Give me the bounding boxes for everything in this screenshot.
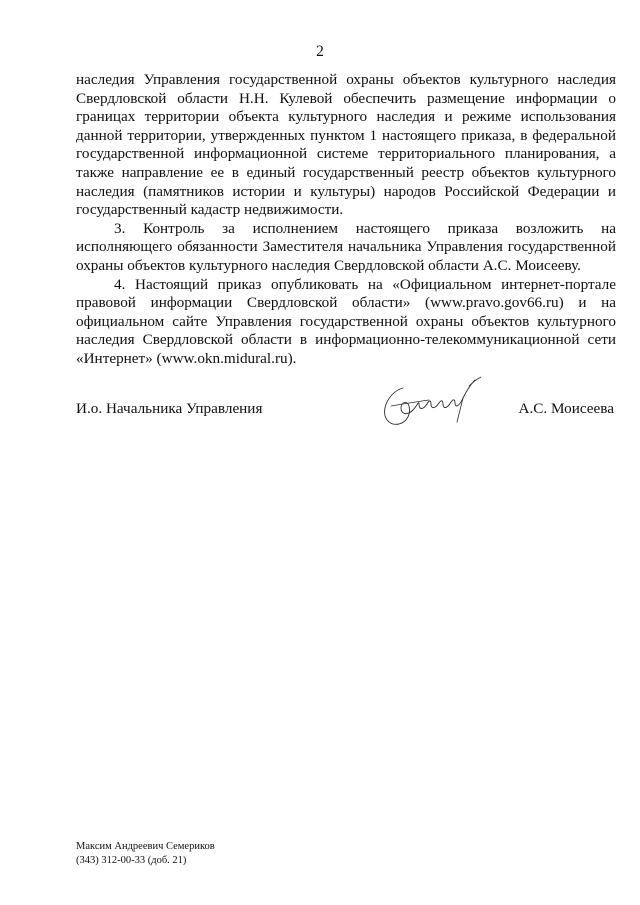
page-number: 2	[316, 43, 324, 60]
document-body	[76, 71, 616, 369]
paragraph-item-3: 3. Контроль за исполнением настоящего приказа возложить на исполняющего обязанности Заместителя начальника Управления государственной охраны объектов культурного наследия Свердловской области А.С. Моисееву.	[76, 219, 616, 274]
executor-name: Максим Андреевич Семериков	[76, 841, 215, 852]
signer-title: И.о. Начальника Управления	[76, 400, 263, 417]
paragraph-continuation: наследия Управления государственной охраны объектов культурного наследия Свердловской области Н.Н. Кулевой обеспечить размещение информации о границах территории объекта культурного наследия и режиме использования данной территории, утвержденных пунктом 1 настоящего приказа, в федеральной государственной информационной системе территориального планирования, а также направление ее в единый государственный реестр объектов культурного наследия (памятников истории и культуры) народов Российской Федерации и государственный кадастр недвижимости.	[76, 71, 616, 219]
handwritten-signature-icon	[373, 376, 485, 438]
paragraph-item-4: 4. Настоящий приказ опубликовать на «Официальном интернет-портале правовой информации Свердловской области» (www.pravo.gov66.ru) и на официальном сайте Управления государственной охраны объектов культурного наследия Свердловской области в информационно-телекоммуникационной сети «Интернет» (www.okn.midural.ru).	[76, 275, 616, 367]
executor-info	[76, 840, 215, 867]
signer-name: А.С. Моисеева	[518, 400, 614, 417]
signature-block	[76, 400, 616, 426]
executor-phone: (343) 312-00-33 (доб. 21)	[76, 854, 187, 866]
